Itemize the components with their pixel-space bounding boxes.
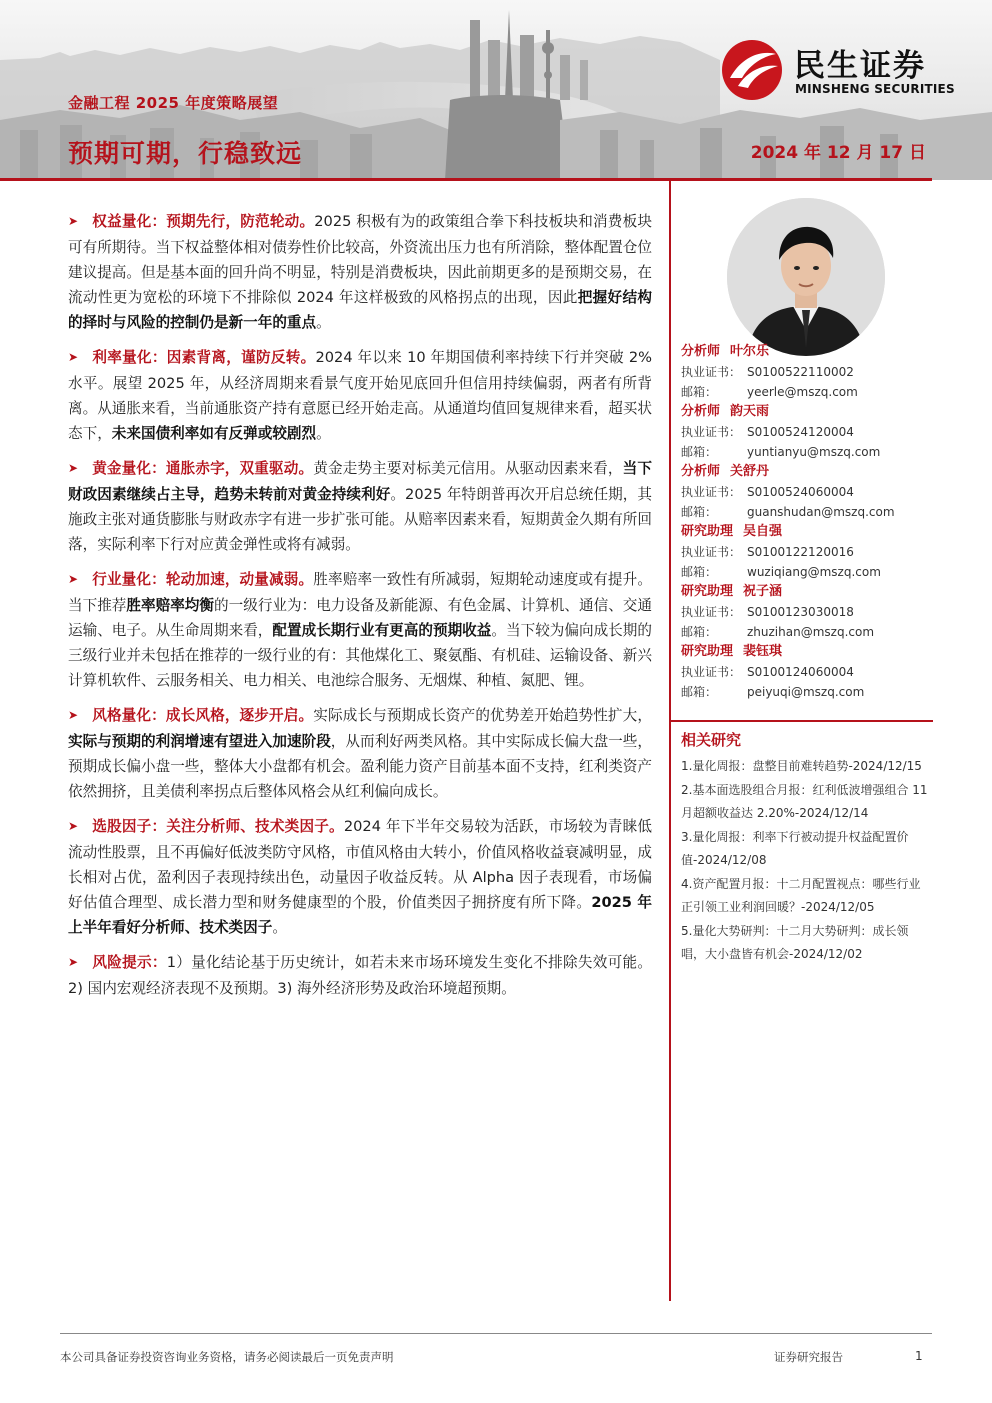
summary-paragraph-gold — [68, 456, 652, 557]
cert-label: 执业证书： — [681, 665, 742, 679]
cert-label: 执业证书： — [681, 485, 742, 499]
related-research-item[interactable]: 1.量化周报：盘整目前难转趋势-2024/12/15 — [681, 759, 922, 773]
analyst-name: 吴自强 — [743, 524, 783, 539]
mail-label: 邮箱： — [681, 685, 718, 699]
paragraph-text: 1）量化结论基于历史统计，如若未来市场环境发生变化不排除失效可能。2) 国内宏观经济表现不及预期。3) 海外经济形势及政治环境超预期。 — [68, 954, 652, 997]
related-research-title: 相关研究 — [681, 731, 742, 749]
paragraph-text: 黄金走势主要对标美元信用。从驱动因素来看， — [313, 460, 623, 477]
cert-label: 执业证书： — [681, 545, 742, 559]
paragraph-emphasis: 实际与预期的利润增速有望进入加速阶段 — [68, 733, 331, 750]
related-research-list — [681, 755, 931, 967]
analyst-email[interactable]: yuntianyu@mszq.com — [747, 445, 881, 459]
minsheng-logo — [720, 38, 970, 100]
analyst-entry — [681, 342, 933, 402]
summary-paragraph-style — [68, 703, 652, 804]
analyst-portrait-icon — [727, 198, 885, 356]
paragraph-text: 2024 年以来 10 年期国债利率持续下行并突破 2%水平。展望 2025 年，从经济周期来看景气度开始见底回升但信用持续偏弱，两者有所背离。从通胀来看，当前通胀资产持有意愿已经开始走高。从通道均值回复规律来看，超买状态下， — [68, 349, 652, 442]
footer-disclaimer: 本公司具备证券投资咨询业务资格，请务必阅读最后一页免责声明 — [60, 1350, 394, 1364]
paragraph-lead: 行业量化：轮动加速，动量减弱。 — [92, 571, 314, 588]
bullet-arrow-icon: ➤ — [68, 819, 79, 833]
cert-label: 执业证书： — [681, 605, 742, 619]
minsheng-logo-mark-icon — [720, 38, 784, 102]
analyst-list — [681, 342, 933, 702]
paragraph-tail: 。当下较为偏向成长期的三级行业并未包括在推荐的一级行业的有：其他煤化工、聚氨酯、有机硅、运输设备、新兴计算机软件、云服务相关、电力相关、电池综合服务、无烟煤、种植、氮肥、锂。 — [68, 622, 652, 689]
summary-paragraph-risk — [68, 950, 652, 1001]
paragraph-text: 2025 积极有为的政策组合拳下科技板块和消费板块可有所期待。当下权益整体相对债券性价比较高，外资流出压力也有所消除，整体配置仓位建议提高。但是基本面的回升尚不明显，特别是消费板块，因此前期更多的是预期交易，在流动性更为宽松的环境下不排除似 2024 年这样极致的风格拐点的出现，因此 — [68, 213, 652, 306]
related-research-item[interactable]: 2.基本面选股组合月报：红利低波增强组合 11 月超额收益达 2.20%-2024/12/14 — [681, 782, 928, 820]
analyst-email[interactable]: yeerle@mszq.com — [747, 385, 858, 399]
analyst-name: 叶尔乐 — [730, 344, 770, 359]
header-divider — [0, 178, 932, 181]
analyst-email[interactable]: zhuzihan@mszq.com — [747, 625, 875, 639]
paragraph-tail: 。2025 年特朗普再次开启总统任期，其施政主张对通货膨胀与财政赤字有进一步扩张可能。从赔率因素来看，短期黄金久期有所回落，实际利率下行对应黄金弹性或将有减弱。 — [68, 486, 652, 553]
paragraph-text: 胜率赔率一致性有所减弱，短期轮动速度或有提升。当下推荐 — [68, 571, 652, 614]
analyst-entry — [681, 582, 933, 642]
paragraph-lead: 利率量化：因素背离，谨防反转。 — [92, 349, 316, 366]
paragraph-text: 实际成长与预期成长资产的优势差开始趋势性扩大， — [313, 707, 652, 724]
report-title: 预期可期，行稳致远 — [68, 139, 303, 168]
footer-doc-type: 证券研究报告 — [774, 1350, 843, 1364]
summary-paragraph-rates — [68, 345, 652, 446]
bullet-arrow-icon: ➤ — [68, 214, 79, 228]
analyst-name: 韵天雨 — [730, 404, 770, 419]
analyst-role: 研究助理 — [681, 584, 734, 599]
analyst-cert: S0100122120016 — [747, 545, 854, 559]
related-research-item[interactable]: 4.资产配置月报：十二月配置视点：哪些行业正引领工业利润回暖？-2024/12/05 — [681, 876, 921, 914]
analyst-role: 分析师 — [681, 404, 721, 419]
analyst-name: 祝子涵 — [743, 584, 783, 599]
mail-label: 邮箱： — [681, 505, 718, 519]
paragraph-tail: 。 — [316, 425, 331, 442]
analyst-cert: S0100524060004 — [747, 485, 854, 499]
summary-body — [68, 209, 652, 1011]
paragraph-text: 2024 年下半年交易较为活跃，市场较为青睐低流动性股票，且不再偏好低波类防守风格，市值风格由大转小，价值风格收益衰减明显，成长相对占优，盈利因子表现持续出色，动量因子收益反转。从 Alpha 因子表现看，市场偏好估值合理型、成长潜力型和财务健康型的个股，价值类因子拥挤度有所下降。 — [68, 818, 652, 911]
bullet-arrow-icon: ➤ — [68, 708, 79, 722]
analyst-cert: S0100522110002 — [747, 365, 854, 379]
paragraph-tail: 的一级行业为：电力设备及新能源、有色金属、计算机、通信、交通运输、电子。从生命周期来看， — [68, 597, 652, 639]
analyst-role: 分析师 — [681, 464, 721, 479]
related-research-item[interactable]: 3.量化周报：利率下行被动提升权益配置价值-2024/12/08 — [681, 829, 909, 867]
paragraph-lead: 风格量化：成长风格，逐步开启。 — [92, 707, 314, 724]
analyst-photo — [727, 198, 885, 356]
paragraph-emphasis: 当下财政因素继续占主导，趋势未转前对黄金持续利好 — [68, 460, 652, 503]
footer-divider — [60, 1333, 932, 1334]
bullet-arrow-icon: ➤ — [68, 350, 79, 364]
paragraph-emphasis: 未来国债利率如有反弹或较剧烈 — [111, 425, 317, 442]
column-divider — [669, 181, 671, 1301]
cert-label: 执业证书： — [681, 365, 742, 379]
bullet-arrow-icon: ➤ — [68, 955, 79, 969]
paragraph-emphasis: 把握好结构的择时与风险的控制仍是新一年的重点 — [68, 289, 652, 331]
summary-paragraph-industry — [68, 567, 652, 693]
summary-paragraph-equity — [68, 209, 652, 335]
analyst-email[interactable]: wuziqiang@mszq.com — [747, 565, 881, 579]
logo-chinese-name: 民生证券 — [794, 48, 926, 84]
paragraph-tail: 。 — [272, 919, 287, 936]
analyst-cert: S0100524120004 — [747, 425, 854, 439]
mail-label: 邮箱： — [681, 565, 718, 579]
report-date: 2024 年 12 月 17 日 — [750, 143, 926, 163]
mail-label: 邮箱： — [681, 625, 718, 639]
report-series: 金融工程 2025 年度策略展望 — [68, 94, 279, 112]
analyst-role: 研究助理 — [681, 644, 734, 659]
analyst-entry — [681, 642, 933, 702]
analyst-email[interactable]: guanshudan@mszq.com — [747, 505, 895, 519]
analyst-entry — [681, 402, 933, 462]
related-research-divider — [669, 720, 933, 722]
mail-label: 邮箱： — [681, 445, 718, 459]
cert-label: 执业证书： — [681, 425, 742, 439]
paragraph-emphasis: 2025 年上半年看好分析师、技术类因子 — [68, 894, 652, 936]
paragraph-tail: 。 — [316, 314, 331, 331]
paragraph-lead: 选股因子：关注分析师、技术类因子。 — [92, 818, 344, 835]
analyst-role: 分析师 — [681, 344, 721, 359]
page-number: 1 — [915, 1349, 923, 1363]
paragraph-lead: 黄金量化：通胀赤字，双重驱动。 — [92, 460, 314, 477]
analyst-cert: S0100124060004 — [747, 665, 854, 679]
analyst-name: 裴钰琪 — [743, 644, 783, 659]
analyst-role: 研究助理 — [681, 524, 734, 539]
analyst-entry — [681, 462, 933, 522]
related-research-item[interactable]: 5.量化大势研判：十二月大势研判：成长领唱，大小盘皆有机会-2024/12/02 — [681, 923, 909, 961]
paragraph-emphasis: 胜率赔率均衡 — [126, 597, 215, 614]
logo-english-name: MINSHENG SECURITIES — [795, 82, 955, 96]
report-header — [0, 0, 992, 180]
analyst-email[interactable]: peiyuqi@mszq.com — [747, 685, 865, 699]
mail-label: 邮箱： — [681, 385, 718, 399]
paragraph-lead: 权益量化：预期先行，防范轮动。 — [92, 213, 315, 230]
paragraph-emphasis: 配置成长期行业有更高的预期收益 — [272, 622, 492, 639]
analyst-cert: S0100123030018 — [747, 605, 854, 619]
bullet-arrow-icon: ➤ — [68, 572, 79, 586]
bullet-arrow-icon: ➤ — [68, 461, 79, 475]
analyst-entry — [681, 522, 933, 582]
analyst-name: 关舒丹 — [730, 464, 770, 479]
summary-paragraph-factors — [68, 814, 652, 940]
paragraph-lead: 风险提示： — [92, 954, 167, 971]
paragraph-tail: ，从而利好两类风格。其中实际成长偏大盘一些，预期成长偏小盘一些，整体大小盘都有机会。盈利能力资产目前基本面不支持，红利类资产依然拥挤，且美债利率拐点后整体风格会从红利偏向成长。 — [68, 733, 652, 800]
